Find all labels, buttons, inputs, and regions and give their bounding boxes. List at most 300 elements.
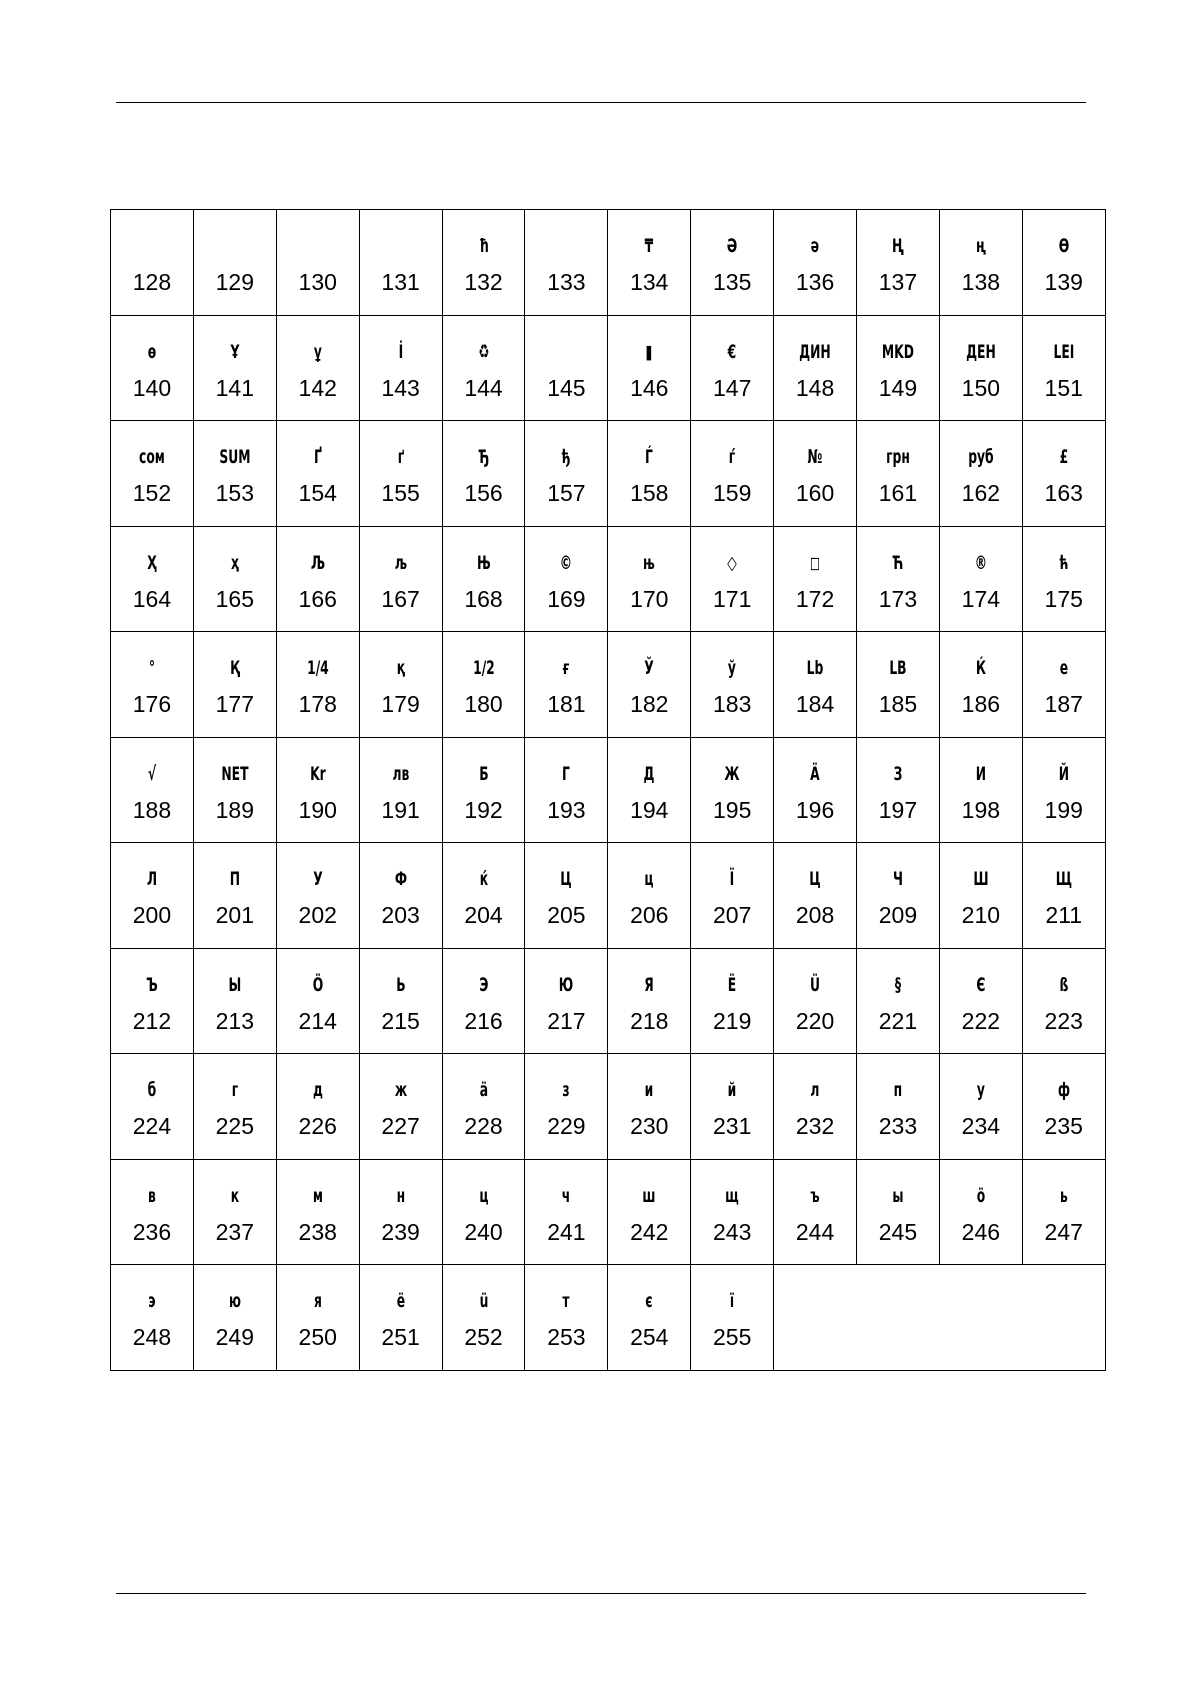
char-glyph: ы — [892, 1184, 904, 1207]
char-code: 252 — [464, 1324, 503, 1350]
char-code: 195 — [712, 796, 752, 823]
char-code: 191 — [381, 796, 420, 823]
char-glyph: Ä — [810, 762, 820, 785]
char-cell — [193, 948, 276, 1054]
char-glyph: Ў — [644, 657, 655, 679]
char-glyph: ђ — [562, 446, 571, 468]
char-cell — [442, 315, 525, 421]
char-cell — [774, 1054, 857, 1160]
table-row — [111, 315, 1106, 421]
char-code: 173 — [878, 585, 918, 612]
char-glyph: ₸ — [644, 235, 654, 257]
char-code: 238 — [298, 1218, 337, 1245]
char-glyph: ѓ — [728, 446, 736, 468]
table-row — [111, 948, 1106, 1054]
char-glyph: € — [727, 340, 737, 363]
char-code: 152 — [132, 480, 172, 506]
char-glyph: ї — [730, 1290, 735, 1312]
char-cell — [857, 632, 940, 738]
char-code: 248 — [132, 1324, 172, 1350]
char-glyph: П — [229, 868, 240, 890]
char-cell — [359, 1265, 442, 1371]
char-code: 200 — [132, 902, 172, 928]
char-cell — [691, 632, 774, 738]
char-code: 202 — [298, 902, 337, 928]
char-code: 254 — [630, 1324, 669, 1350]
char-code: 158 — [630, 480, 669, 506]
char-code: 240 — [464, 1218, 503, 1245]
char-cell — [276, 1159, 359, 1265]
char-code: 192 — [464, 796, 503, 823]
char-glyph: ё — [396, 1290, 405, 1312]
char-cell — [525, 632, 608, 738]
char-cell — [111, 315, 194, 421]
table-row — [111, 737, 1106, 843]
char-cell — [193, 526, 276, 632]
char-code: 225 — [215, 1113, 255, 1139]
char-code: 241 — [547, 1218, 586, 1245]
char-glyph: ґ — [397, 446, 404, 468]
char-glyph: қ — [396, 657, 405, 679]
char-code: 165 — [215, 585, 255, 612]
char-code: 162 — [961, 480, 1001, 506]
char-glyph: Ц — [560, 868, 573, 890]
char-glyph: ▮ — [645, 340, 653, 363]
char-cell — [276, 526, 359, 632]
char-glyph: NET — [221, 762, 249, 785]
char-glyph: Ф — [394, 868, 407, 890]
char-code: 203 — [381, 902, 420, 928]
char-code: 244 — [795, 1218, 835, 1245]
char-glyph: Kr — [309, 762, 326, 785]
char-glyph: Ü — [810, 973, 821, 996]
char-code: 205 — [547, 902, 586, 928]
char-code: 133 — [547, 269, 586, 295]
char-cell — [939, 737, 1022, 843]
char-code: 172 — [795, 585, 835, 612]
char-code: 181 — [547, 691, 586, 717]
char-cell — [525, 526, 608, 632]
char-cell — [276, 1054, 359, 1160]
char-cell — [691, 1159, 774, 1265]
char-glyph: в — [148, 1184, 156, 1207]
char-cell — [857, 737, 940, 843]
char-cell — [939, 421, 1022, 527]
char-cell — [359, 737, 442, 843]
char-cell — [1022, 1054, 1105, 1160]
char-cell — [939, 1054, 1022, 1160]
char-glyph: ◇ — [727, 551, 737, 574]
table-row — [111, 632, 1106, 738]
char-cell — [442, 526, 525, 632]
char-cell — [1022, 1159, 1105, 1265]
char-cell — [359, 421, 442, 527]
char-cell — [691, 1054, 774, 1160]
char-glyph: У — [312, 868, 323, 890]
char-glyph: Ə — [726, 235, 738, 257]
char-glyph: щ — [725, 1184, 739, 1207]
char-glyph: Ё — [727, 973, 737, 996]
char-glyph — [371, 224, 430, 268]
char-cell — [193, 1265, 276, 1371]
char-cell — [939, 843, 1022, 949]
char-code: 222 — [961, 1007, 1001, 1034]
char-cell — [276, 210, 359, 316]
char-glyph: Щ — [1055, 868, 1072, 890]
char-code: 190 — [298, 796, 337, 823]
char-code: 175 — [1044, 585, 1083, 612]
char-glyph: Ж — [724, 762, 740, 785]
char-cell — [691, 210, 774, 316]
char-cell — [774, 737, 857, 843]
char-glyph: е — [1059, 657, 1068, 679]
char-code: 229 — [547, 1113, 586, 1139]
char-code: 234 — [961, 1113, 1001, 1139]
char-code: 136 — [795, 269, 835, 295]
char-glyph: Ъ — [146, 973, 158, 996]
char-glyph: ю — [228, 1290, 241, 1312]
char-cell — [276, 1265, 359, 1371]
char-cell — [193, 737, 276, 843]
char-code: 155 — [381, 480, 420, 506]
char-code: 146 — [630, 374, 669, 401]
char-glyph: љ — [394, 551, 407, 574]
char-glyph: з — [562, 1079, 570, 1101]
char-cell — [608, 737, 691, 843]
char-cell — [691, 737, 774, 843]
char-glyph: LEI — [1053, 340, 1075, 363]
char-glyph: ♻ — [477, 340, 490, 363]
char-cell — [442, 1265, 525, 1371]
char-cell — [691, 421, 774, 527]
char-glyph: ғ — [563, 657, 570, 679]
char-cell — [608, 1159, 691, 1265]
char-glyph: ə — [810, 235, 820, 257]
char-code: 176 — [132, 691, 172, 717]
char-cell — [442, 210, 525, 316]
char-glyph — [537, 224, 596, 268]
char-code: 233 — [878, 1113, 918, 1139]
table-row — [111, 843, 1106, 949]
char-glyph: ° — [148, 657, 156, 679]
char-glyph: э — [148, 1290, 156, 1312]
char-cell — [111, 843, 194, 949]
char-glyph: Г — [562, 762, 571, 785]
char-glyph: Қ — [230, 657, 240, 679]
char-glyph: ħ — [478, 235, 489, 257]
char-code: 242 — [630, 1218, 669, 1245]
char-glyph: д — [312, 1079, 323, 1101]
char-cell — [111, 948, 194, 1054]
char-glyph: м — [312, 1184, 323, 1207]
char-glyph: Ђ — [478, 446, 489, 468]
char-cell — [111, 526, 194, 632]
char-cell — [774, 421, 857, 527]
char-code: 214 — [298, 1007, 337, 1034]
char-glyph: ДИН — [799, 340, 831, 363]
char-glyph: є — [645, 1290, 653, 1312]
char-glyph: Ќ — [975, 657, 986, 679]
char-glyph: грн — [886, 446, 910, 468]
char-glyph: ў — [728, 657, 737, 679]
char-glyph: руб — [968, 446, 994, 468]
char-cell — [111, 1159, 194, 1265]
char-glyph: ® — [974, 551, 988, 574]
char-cell — [857, 1054, 940, 1160]
char-code: 157 — [547, 480, 586, 506]
char-glyph: Ч — [892, 868, 903, 890]
char-cell — [608, 843, 691, 949]
char-cell — [691, 1265, 774, 1371]
char-code: 246 — [961, 1218, 1001, 1245]
header-rule — [116, 102, 1086, 103]
char-code: 183 — [712, 691, 752, 717]
char-glyph: √ — [147, 762, 157, 785]
table-row — [111, 526, 1106, 632]
char-glyph: Ь — [395, 973, 406, 996]
char-cell — [608, 421, 691, 527]
char-code: 138 — [961, 269, 1001, 295]
char-cell — [691, 843, 774, 949]
char-code: 135 — [712, 269, 752, 295]
char-code: 250 — [298, 1324, 337, 1350]
char-cell — [359, 210, 442, 316]
char-cell — [276, 737, 359, 843]
char-code: 185 — [878, 691, 918, 717]
char-code: 231 — [712, 1113, 752, 1139]
char-code: 217 — [547, 1007, 586, 1034]
char-code: 194 — [630, 796, 669, 823]
char-code: 243 — [712, 1218, 752, 1245]
char-glyph: Ѓ — [645, 446, 654, 468]
char-cell — [525, 210, 608, 316]
char-code: 251 — [381, 1324, 420, 1350]
char-code: 253 — [547, 1324, 586, 1350]
table-row — [111, 421, 1106, 527]
char-glyph — [537, 330, 596, 374]
char-code: 182 — [630, 691, 669, 717]
char-glyph: § — [894, 973, 902, 996]
char-code: 159 — [712, 480, 752, 506]
char-cell — [1022, 632, 1105, 738]
char-cell — [608, 210, 691, 316]
char-cell — [608, 526, 691, 632]
char-cell — [359, 632, 442, 738]
char-glyph: сом — [139, 446, 165, 468]
char-glyph: И — [975, 762, 986, 785]
char-cell — [608, 315, 691, 421]
char-glyph: к — [230, 1184, 240, 1207]
char-glyph: MKD — [881, 340, 914, 363]
char-glyph: Ң — [892, 235, 904, 257]
char-cell — [442, 632, 525, 738]
table-row — [111, 1265, 1106, 1371]
char-cell — [857, 526, 940, 632]
char-glyph: ü — [479, 1290, 488, 1312]
char-cell — [111, 210, 194, 316]
char-glyph: п — [893, 1079, 903, 1101]
char-glyph: ◻ — [809, 551, 821, 574]
char-cell — [442, 948, 525, 1054]
char-code: 151 — [1044, 374, 1083, 401]
char-cell — [525, 1054, 608, 1160]
char-cell — [359, 843, 442, 949]
char-code: 132 — [464, 269, 503, 295]
char-cell — [939, 315, 1022, 421]
char-code: 212 — [132, 1007, 172, 1034]
char-code: 230 — [630, 1113, 669, 1139]
char-glyph: и — [644, 1079, 654, 1101]
char-glyph: ц — [644, 868, 654, 890]
char-cell — [525, 1265, 608, 1371]
char-glyph: ц — [478, 1184, 489, 1207]
char-glyph: ж — [394, 1079, 407, 1101]
char-cell — [442, 737, 525, 843]
char-glyph: ф — [1057, 1079, 1070, 1101]
char-cell — [359, 948, 442, 1054]
char-cell — [1022, 210, 1105, 316]
char-code: 164 — [132, 585, 172, 612]
char-glyph: Ґ — [313, 446, 322, 468]
char-glyph: SUM — [219, 446, 251, 468]
char-glyph: Љ — [310, 551, 325, 574]
char-glyph: Є — [976, 973, 986, 996]
char-cell — [193, 1159, 276, 1265]
char-glyph: Д — [643, 762, 655, 785]
char-glyph — [288, 224, 347, 268]
char-glyph: Ҳ — [147, 551, 157, 574]
char-glyph: н — [396, 1184, 405, 1207]
char-glyph: LB — [889, 657, 907, 679]
char-cell — [193, 1054, 276, 1160]
char-glyph: ң — [975, 235, 986, 257]
char-cell — [193, 843, 276, 949]
char-cell — [774, 1159, 857, 1265]
char-glyph: г — [231, 1079, 239, 1101]
char-code: 213 — [215, 1007, 255, 1034]
char-code: 143 — [381, 374, 420, 401]
char-glyph: 1/4 — [306, 657, 329, 679]
char-glyph: ч — [562, 1184, 571, 1207]
char-cell — [774, 210, 857, 316]
char-glyph: ДЕН — [966, 340, 996, 363]
char-glyph: ä — [479, 1079, 488, 1101]
char-code: 220 — [795, 1007, 835, 1034]
char-code: 149 — [878, 374, 918, 401]
char-cell — [608, 1265, 691, 1371]
char-code: 221 — [878, 1007, 918, 1034]
char-code: 174 — [961, 585, 1001, 612]
char-code: 167 — [381, 585, 420, 612]
char-glyph: ө — [147, 340, 157, 363]
char-code: 170 — [630, 585, 669, 612]
char-code: 144 — [464, 374, 503, 401]
char-glyph: Ю — [559, 973, 574, 996]
char-code: 197 — [878, 796, 918, 823]
footer-rule — [116, 1593, 1086, 1594]
char-glyph: Lb — [806, 657, 824, 679]
char-glyph — [122, 224, 181, 268]
char-glyph: 1/2 — [472, 657, 495, 679]
char-cell — [857, 421, 940, 527]
char-cell — [939, 632, 1022, 738]
char-cell — [1022, 843, 1105, 949]
char-cell — [525, 315, 608, 421]
char-glyph: њ — [643, 551, 656, 574]
char-code: 219 — [712, 1007, 752, 1034]
char-code: 137 — [878, 269, 918, 295]
char-code: 139 — [1044, 269, 1083, 295]
char-cell — [608, 632, 691, 738]
char-code: 160 — [795, 480, 835, 506]
char-code: 178 — [298, 691, 337, 717]
char-glyph: З — [893, 762, 903, 785]
char-code: 171 — [712, 585, 752, 612]
char-cell — [525, 737, 608, 843]
char-code: 232 — [795, 1113, 835, 1139]
char-glyph: ұ — [313, 340, 322, 363]
char-glyph: Ї — [729, 868, 735, 890]
char-code: 247 — [1044, 1218, 1083, 1245]
char-glyph: Ш — [973, 868, 989, 890]
char-code: 166 — [298, 585, 337, 612]
char-code: 145 — [547, 374, 586, 401]
char-cell — [525, 421, 608, 527]
char-cell — [857, 210, 940, 316]
char-code: 128 — [132, 269, 172, 295]
char-cell — [857, 1159, 940, 1265]
char-code: 223 — [1044, 1007, 1083, 1034]
char-glyph: Л — [146, 868, 158, 890]
char-code: 207 — [712, 902, 752, 928]
char-cell — [939, 1159, 1022, 1265]
char-code: 228 — [464, 1113, 503, 1139]
char-code: 134 — [630, 269, 669, 295]
char-code: 130 — [298, 269, 337, 295]
code-page-table — [110, 209, 1106, 1371]
char-glyph: й — [727, 1079, 737, 1101]
char-code: 187 — [1044, 691, 1083, 717]
char-code: 184 — [795, 691, 835, 717]
char-glyph: İ — [398, 340, 403, 363]
char-code: 224 — [132, 1113, 172, 1139]
char-code: 189 — [215, 796, 255, 823]
char-cell — [1022, 421, 1105, 527]
char-glyph: ъ — [810, 1184, 820, 1207]
char-cell — [774, 948, 857, 1054]
char-glyph: Ұ — [230, 340, 240, 363]
char-code: 180 — [464, 691, 503, 717]
char-code: 168 — [464, 585, 503, 612]
table-row — [111, 210, 1106, 316]
char-code: 209 — [878, 902, 918, 928]
char-glyph: я — [313, 1290, 322, 1312]
char-glyph: Й — [1058, 762, 1069, 785]
char-cell — [442, 843, 525, 949]
char-code: 161 — [878, 480, 918, 506]
char-cell — [774, 315, 857, 421]
char-code: 211 — [1045, 902, 1083, 928]
char-cell — [359, 1054, 442, 1160]
char-cell — [276, 315, 359, 421]
char-code: 129 — [215, 269, 255, 295]
char-code: 188 — [132, 796, 172, 823]
char-cell — [939, 526, 1022, 632]
char-code: 198 — [961, 796, 1001, 823]
char-code: 235 — [1044, 1113, 1083, 1139]
char-glyph — [205, 224, 264, 268]
char-cell — [276, 843, 359, 949]
